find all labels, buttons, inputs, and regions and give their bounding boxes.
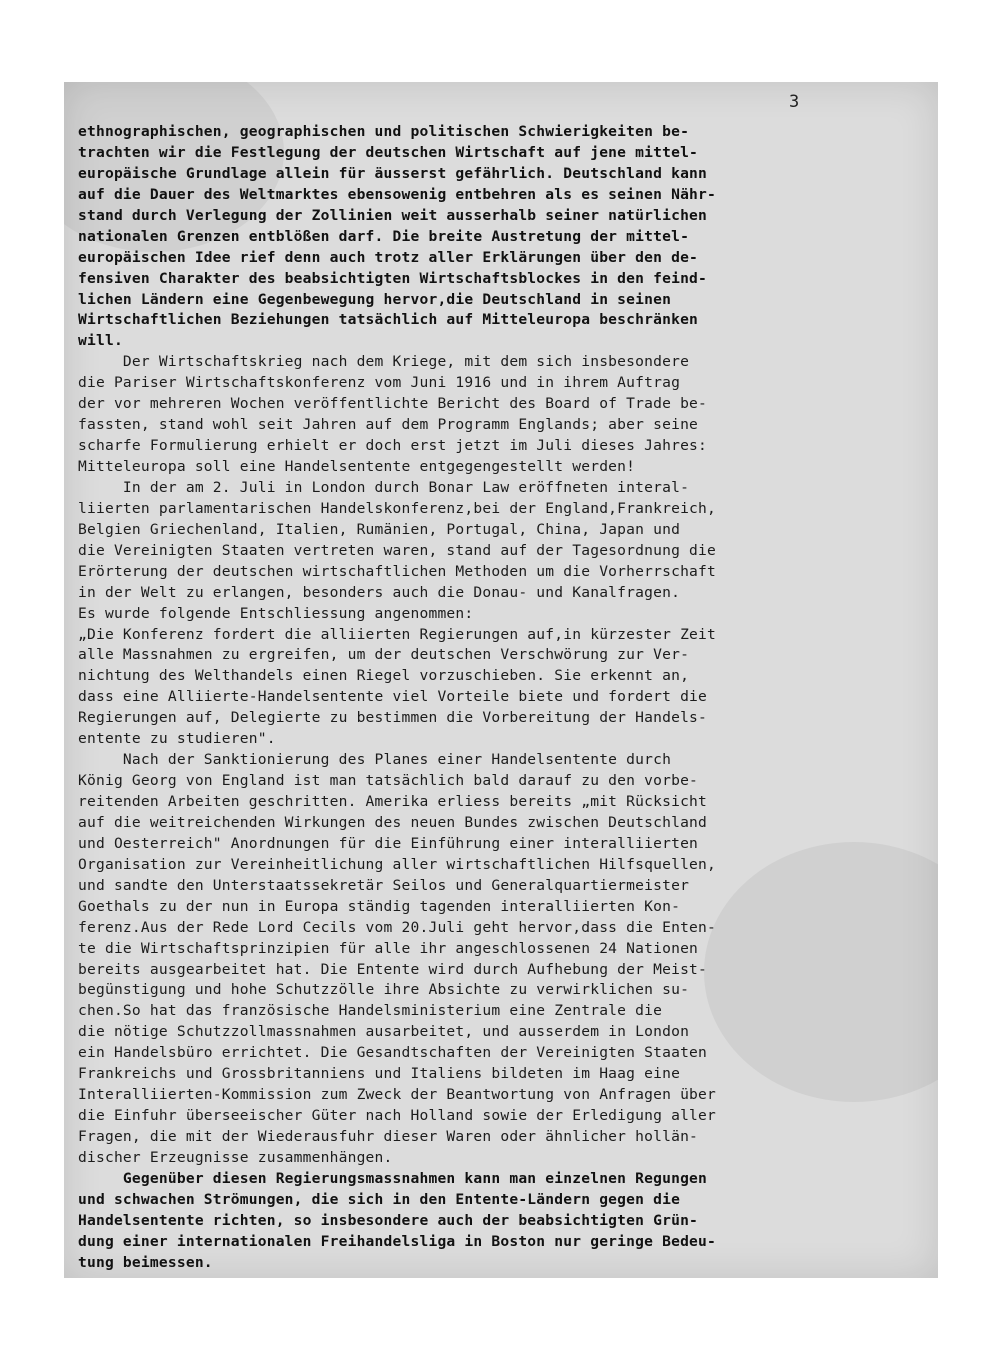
text-line: König Georg von England ist man tatsächlich bald darauf zu den vorbe- — [78, 772, 699, 790]
text-line: und Oesterreich" Anordnungen für die Einführung einer interalliierten — [78, 834, 699, 852]
text-line: tung beimessen. — [78, 1253, 213, 1271]
scanned-page — [64, 82, 938, 1278]
text-line: europäische Grundlage allein für äusserst gefährlich. Deutschland kann — [78, 164, 708, 182]
text-line: dass eine Alliierte-Handelsentente viel Vorteile biete und fordert die — [78, 688, 708, 706]
paragraph-3 — [78, 750, 936, 1169]
text-line: auf die Dauer des Weltmarktes ebensowenig entbehren als es seinen Nähr- — [78, 185, 717, 203]
paragraph-4 — [78, 1169, 936, 1274]
text-line: „Die Konferenz fordert die alliierten Regierungen auf,in kürzester Zeit — [78, 625, 717, 643]
text-line: Goethals zu der nun in Europa ständig tagenden interalliierten Kon- — [78, 897, 681, 915]
text-line: europäischen Idee rief denn auch trotz aller Erklärungen über den de- — [78, 248, 699, 266]
paragraph-2 — [78, 352, 936, 750]
text-line: ein Handelsbüro errichtet. Die Gesandtschaften der Vereinigten Staaten — [78, 1044, 708, 1062]
text-line: Mitteleuropa soll eine Handelsentente entgegengestellt werden! — [78, 458, 636, 475]
text-line: In der am 2. Juli in London durch Bonar Law eröffneten interal- — [78, 478, 690, 496]
text-line: und schwachen Strömungen, die sich in den Entente-Ländern gegen die — [78, 1190, 681, 1208]
text-line: ethnographischen, geographischen und politischen Schwierigkeiten be- — [78, 123, 690, 140]
text-line: die Einfuhr überseeischer Güter nach Holland sowie der Erledigung aller — [78, 1107, 717, 1125]
text-line: Nach der Sanktionierung des Planes einer Handelsentente durch — [78, 751, 672, 769]
text-line: reitenden Arbeiten geschritten. Amerika erliess bereits „mit Rücksicht — [78, 793, 708, 810]
text-line: Frankreichs und Grossbritanniens und Italiens bildeten im Haag eine — [78, 1065, 681, 1083]
text-line: Handelsentente richten, so insbesondere auch der beabsichtigten Grün- — [78, 1211, 699, 1229]
text-line: nationalen Grenzen entblößen darf. Die breite Austretung der mittel- — [78, 227, 690, 245]
text-line: ferenz.Aus der Rede Lord Cecils vom 20.Juli geht hervor,dass die Enten- — [78, 918, 717, 936]
text-line: chen.So hat das französische Handelsministerium eine Zentrale die — [78, 1002, 663, 1020]
text-line: die nötige Schutzzollmassnahmen ausarbeitet, und ausserdem in London — [78, 1023, 690, 1041]
text-line: Gegenüber diesen Regierungsmassnahmen kann man einzelnen Regungen — [78, 1169, 708, 1187]
text-line: te die Wirtschaftsprinzipien für alle ihr angeschlossenen 24 Nationen — [78, 939, 699, 957]
text-line: lichen Ländern eine Gegenbewegung hervor,die Deutschland in seinen — [78, 290, 672, 308]
text-line: fassten, stand wohl seit Jahren auf dem Programm Englands; aber seine — [78, 416, 699, 434]
text-line: dung einer internationalen Freihandelsliga in Boston nur geringe Bedeu- — [78, 1232, 717, 1250]
text-line: begünstigung und hohe Schutzzölle ihre Absichte zu verwirklichen su- — [78, 981, 690, 999]
document-body — [78, 122, 936, 1274]
text-line: Interalliierten-Kommission zum Zweck der Beantwortung von Anfragen über — [78, 1086, 717, 1104]
text-line: und sandte den Unterstaatssekretär Seilos und Generalquartiermeister — [78, 876, 690, 894]
text-line: Fragen, die mit der Wiederausfuhr dieser Waren oder ähnlicher hollän- — [78, 1128, 699, 1145]
text-line: fensiven Charakter des beabsichtigten Wirtschaftsblockes in den feind- — [78, 269, 708, 287]
text-line: Organisation zur Vereinheitlichung aller wirtschaftlichen Hilfsquellen, — [78, 855, 717, 873]
text-line: trachten wir die Festlegung der deutschen Wirtschaft auf jene mittel- — [78, 143, 699, 161]
text-line: die Vereinigten Staaten vertreten waren, stand auf der Tagesordnung die — [78, 541, 717, 559]
text-line: scharfe Formulierung erhielt er doch erst jetzt im Juli dieses Jahres: — [78, 437, 708, 455]
text-line: Erörterung der deutschen wirtschaftlichen Methoden um die Vorherrschaft — [78, 562, 717, 580]
text-line: will. — [78, 332, 123, 350]
text-line: die Pariser Wirtschaftskonferenz vom Juni 1916 und in ihrem Auftrag — [78, 374, 681, 392]
paragraph-1 — [78, 122, 936, 352]
text-line: Belgien Griechenland, Italien, Rumänien, Portugal, China, Japan und — [78, 520, 681, 538]
text-line: Regierungen auf, Delegierte zu bestimmen die Vorbereitung der Handels- — [78, 709, 708, 727]
text-line: stand durch Verlegung der Zollinien weit ausserhalb seiner natürlichen — [78, 206, 708, 224]
text-line: in der Welt zu erlangen, besonders auch die Donau- und Kanalfragen. — [78, 583, 681, 601]
text-line: nichtung des Welthandels einen Riegel vorzuschieben. Sie erkennt an, — [78, 667, 690, 685]
text-line: Es wurde folgende Entschliessung angenommen: — [78, 604, 474, 622]
text-line: auf die weitreichenden Wirkungen des neuen Bundes zwischen Deutschland — [78, 813, 708, 831]
text-line: discher Erzeugnisse zusammenhängen. — [78, 1148, 393, 1166]
text-line: Der Wirtschaftskrieg nach dem Kriege, mit dem sich insbesondere — [78, 353, 690, 371]
text-line: der vor mehreren Wochen veröffentlichte Bericht des Board of Trade be- — [78, 395, 708, 413]
text-line: Wirtschaftlichen Beziehungen tatsächlich auf Mitteleuropa beschränken — [78, 311, 699, 329]
text-line: liierten parlamentarischen Handelskonferenz,bei der England,Frankreich, — [78, 499, 717, 517]
text-line: entente zu studieren". — [78, 730, 276, 748]
page-number: 3 — [789, 92, 800, 112]
text-line: alle Massnahmen zu ergreifen, um der deutschen Verschwörung zur Ver- — [78, 646, 690, 664]
text-line: bereits ausgearbeitet hat. Die Entente wird durch Aufhebung der Meist- — [78, 960, 708, 978]
